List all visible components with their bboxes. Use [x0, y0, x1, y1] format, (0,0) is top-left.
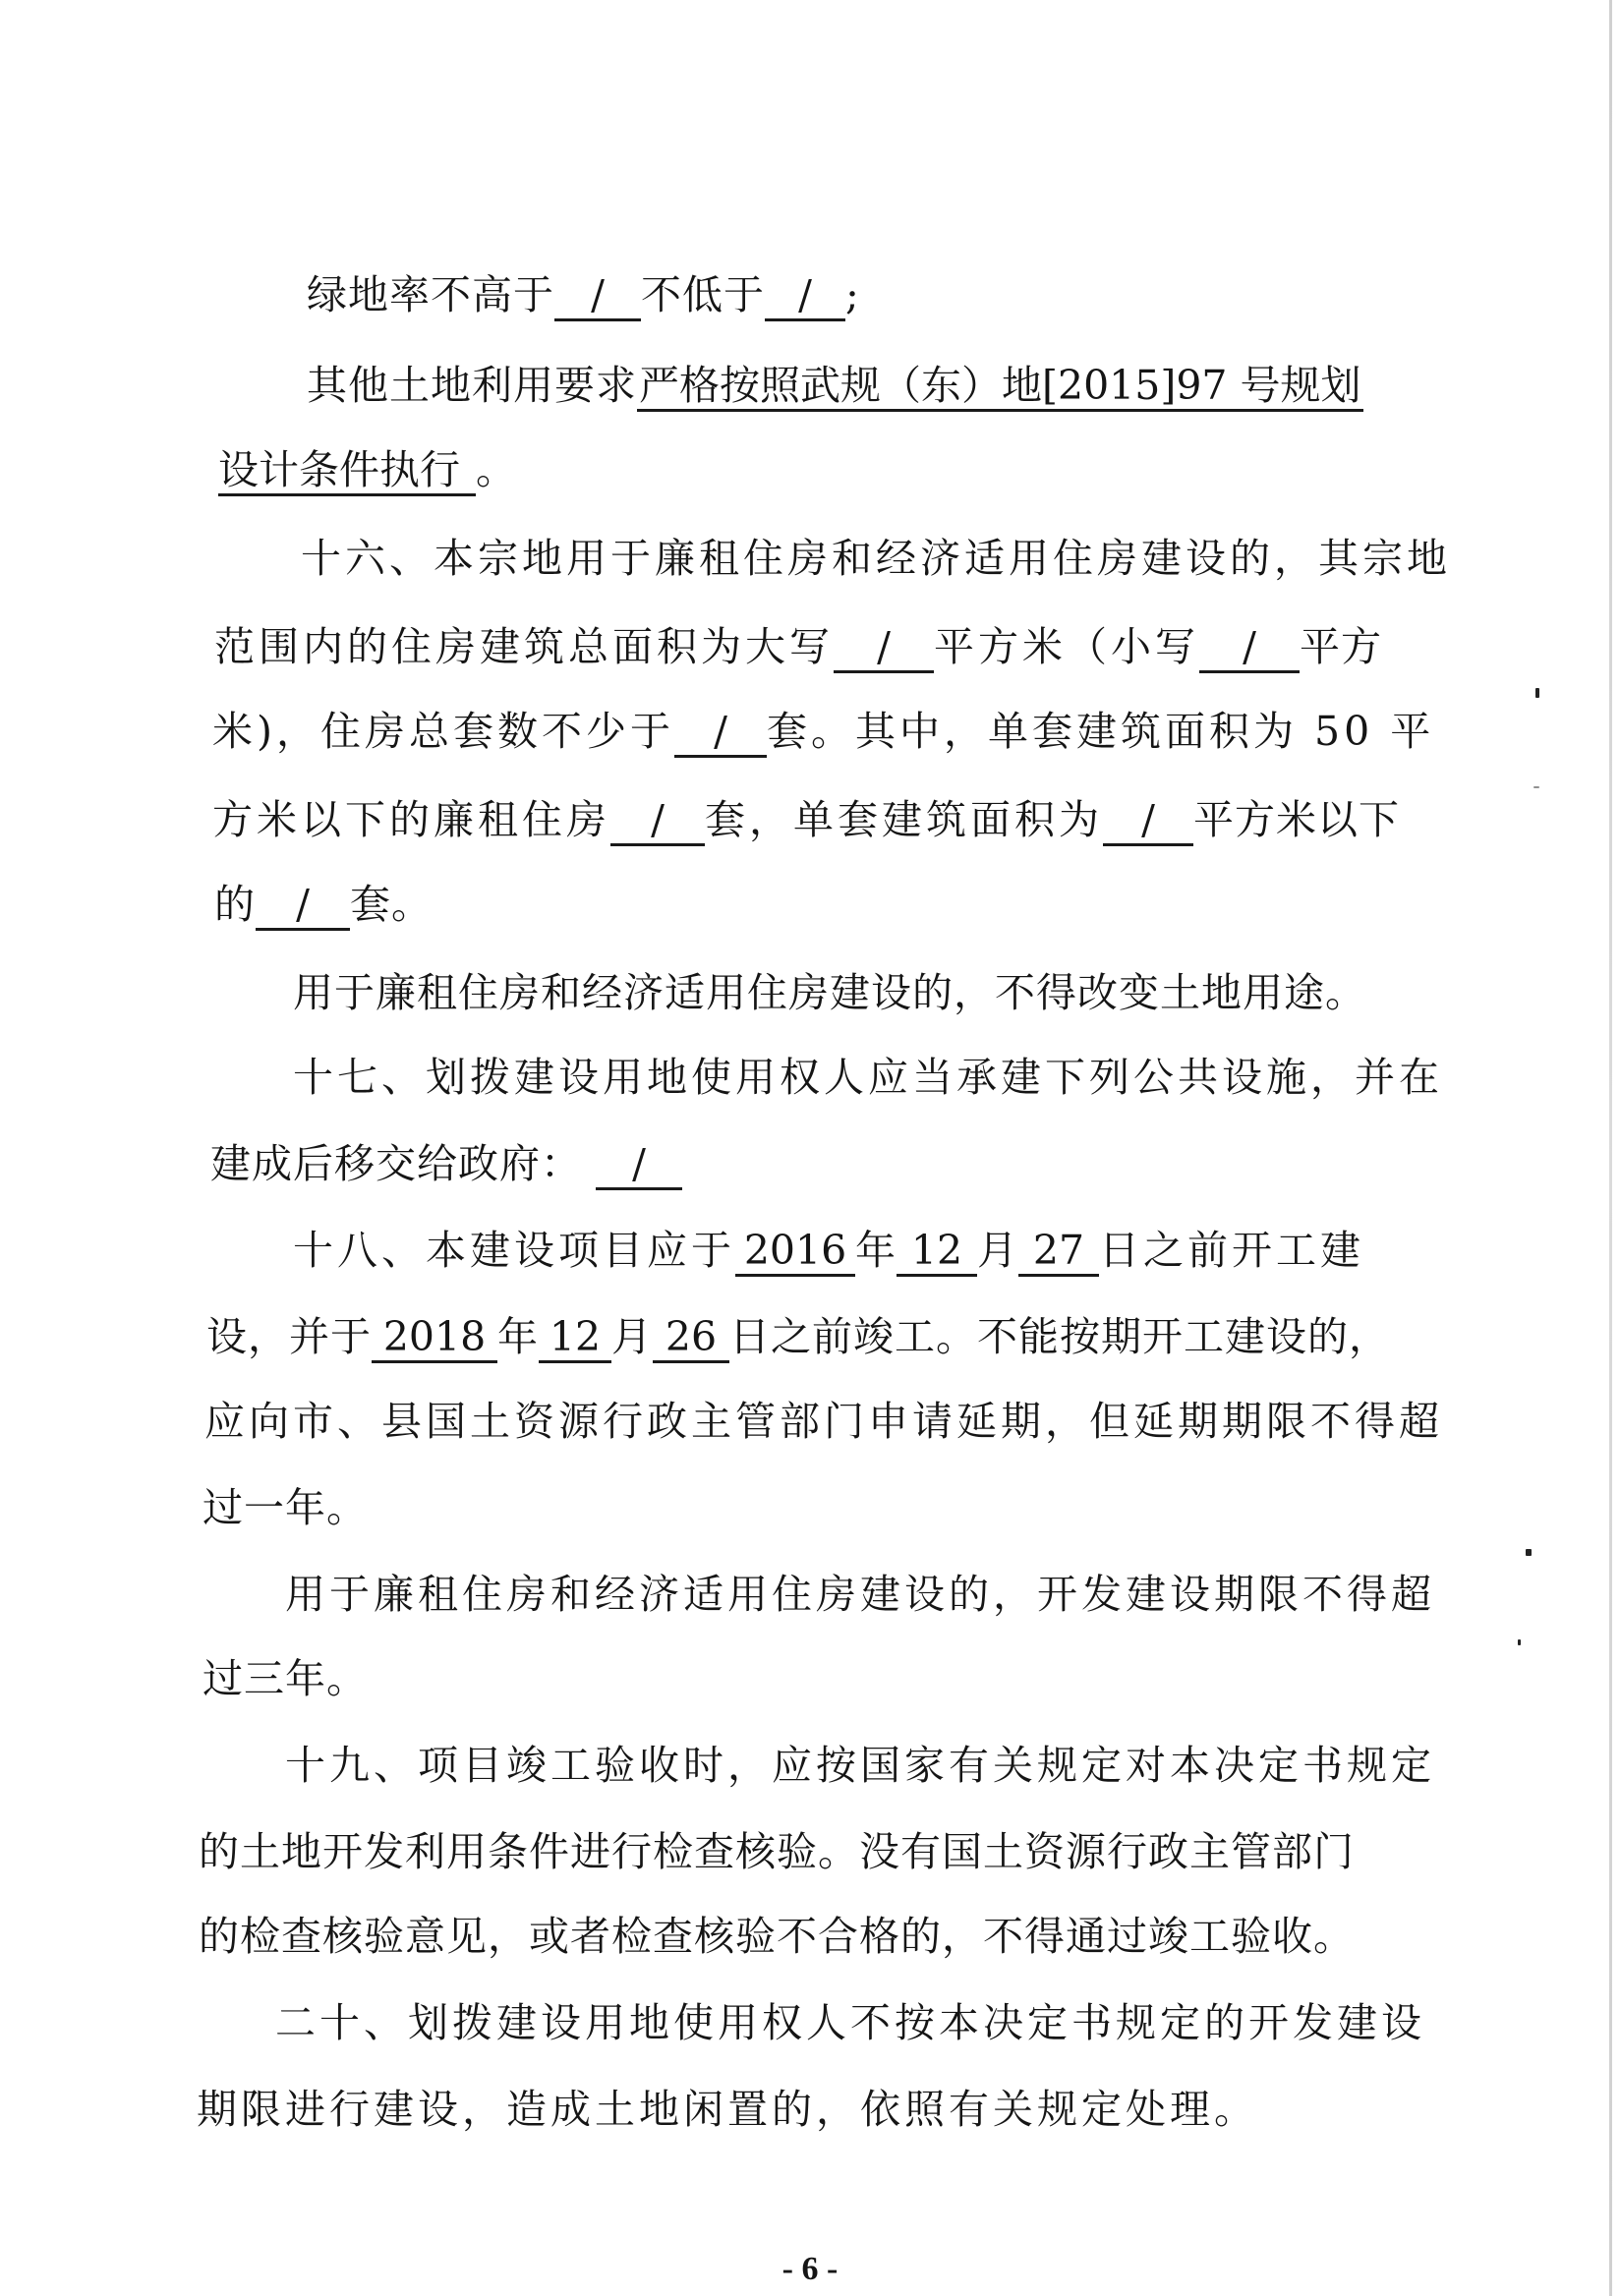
- filled-blank: 27: [1018, 1227, 1099, 1277]
- text-segment: 设，并于: [206, 1313, 372, 1360]
- text-segment: 套。其中，单套建筑面积为 50 平: [767, 708, 1435, 755]
- filled-blank: 2018: [372, 1313, 497, 1363]
- text-line-12: [0, 1223, 1620, 1278]
- filled-blank: /: [256, 881, 350, 931]
- filled-blank: /: [596, 1140, 682, 1190]
- filled-blank: /: [834, 623, 934, 673]
- text-segment: 范围内的住房建筑总面积为大写: [214, 623, 834, 670]
- text-segment: 米)，住房总套数不少于: [212, 708, 674, 755]
- text-segment: 期限进行建设，造成土地闲置的，依照有关规定处理。: [197, 2086, 1258, 2133]
- scan-speck: [1518, 1639, 1521, 1645]
- text-line-16: [0, 1567, 1620, 1622]
- text-segment: 日之前开工建: [1099, 1227, 1364, 1274]
- text-line-22: [0, 2082, 1620, 2137]
- text-line-18: [0, 1738, 1620, 1793]
- filled-blank: 12: [897, 1227, 977, 1277]
- text-segment: ;: [845, 271, 860, 318]
- text-segment: 平方: [1300, 623, 1382, 670]
- text-segment: 过一年。: [202, 1484, 368, 1531]
- scan-speck: [1533, 786, 1539, 788]
- text-segment: 过三年。: [202, 1655, 368, 1702]
- text-line-21: [0, 1995, 1620, 2050]
- text-segment: 建成后移交给政府：: [210, 1140, 582, 1187]
- text-line-9: [0, 965, 1620, 1020]
- text-segment: 十六、本宗地用于廉租住房和经济适用住房建设的，其宗地: [301, 535, 1451, 582]
- filled-blank: /: [674, 708, 767, 758]
- text-line-3: [0, 442, 1620, 497]
- text-segment: 其他土地利用要求: [307, 362, 637, 409]
- text-segment: 十八、本建设项目应于: [293, 1227, 735, 1274]
- text-line-19: [0, 1824, 1620, 1879]
- scan-speck: [1526, 1549, 1532, 1556]
- text-line-20: [0, 1909, 1620, 1964]
- text-line-14: [0, 1394, 1620, 1449]
- text-segment: 用于廉租住房和经济适用住房建设的，开发建设期限不得超: [285, 1571, 1435, 1618]
- text-line-5: [0, 619, 1620, 674]
- text-segment: 平方米（小写: [934, 623, 1199, 670]
- text-segment: 年: [497, 1313, 539, 1360]
- text-segment: 。: [476, 446, 517, 493]
- text-segment: 年: [855, 1227, 897, 1274]
- text-line-8: [0, 877, 1620, 932]
- filled-blank: /: [554, 271, 641, 321]
- filled-blank: 严格按照武规（东）地[2015]97 号规划: [637, 362, 1363, 412]
- text-segment: 日之前竣工。不能按期开工建设的，: [729, 1313, 1390, 1360]
- text-segment: 套，单套建筑面积为: [705, 796, 1103, 843]
- text-line-6: [0, 704, 1620, 759]
- text-segment: 十七、划拨建设用地使用权人应当承建下列公共设施，并在: [293, 1054, 1443, 1101]
- text-line-10: [0, 1050, 1620, 1105]
- text-segment: 绿地率不高于: [307, 271, 554, 318]
- filled-blank: /: [610, 796, 705, 846]
- text-line-17: [0, 1651, 1620, 1706]
- text-segment: 不低于: [641, 271, 765, 318]
- filled-blank: 26: [653, 1313, 729, 1363]
- text-line-2: [0, 358, 1620, 413]
- text-segment: 方米以下的廉租住房: [212, 796, 610, 843]
- text-line-7: [0, 792, 1620, 847]
- text-segment: 二十、划拨建设用地使用权人不按本决定书规定的开发建设: [275, 1999, 1425, 2046]
- text-line-4: [0, 531, 1620, 586]
- text-segment: 十九、项目竣工验收时，应按国家有关规定对本决定书规定: [285, 1742, 1435, 1789]
- filled-blank: 设计条件执行: [218, 446, 476, 496]
- page-number: - 6 -: [781, 2251, 839, 2287]
- text-segment: 应向市、县国土资源行政主管部门申请延期，但延期期限不得超: [204, 1398, 1443, 1445]
- text-segment: 的检查核验意见，或者检查核验不合格的，不得通过竣工验收。: [199, 1913, 1355, 1960]
- text-segment: 的土地开发利用条件进行检查核验。没有国土资源行政主管部门: [199, 1828, 1355, 1875]
- filled-blank: /: [765, 271, 845, 321]
- text-segment: 月: [977, 1227, 1018, 1274]
- text-segment: 平方米以下: [1193, 796, 1400, 843]
- text-line-15: [0, 1480, 1620, 1535]
- text-segment: 月: [611, 1313, 653, 1360]
- filled-blank: 2016: [735, 1227, 855, 1277]
- text-segment: 套。: [350, 881, 433, 928]
- scan-speck: [1535, 688, 1539, 698]
- text-segment: 用于廉租住房和经济适用住房建设的，不得改变土地用途。: [293, 969, 1366, 1016]
- text-segment: 的: [214, 881, 256, 928]
- filled-blank: 12: [539, 1313, 611, 1363]
- text-line-1: [0, 267, 1620, 322]
- text-line-11: [0, 1136, 1620, 1191]
- filled-blank: /: [1103, 796, 1193, 846]
- scan-edge: [1609, 0, 1612, 2296]
- text-line-13: [0, 1309, 1620, 1364]
- filled-blank: /: [1199, 623, 1300, 673]
